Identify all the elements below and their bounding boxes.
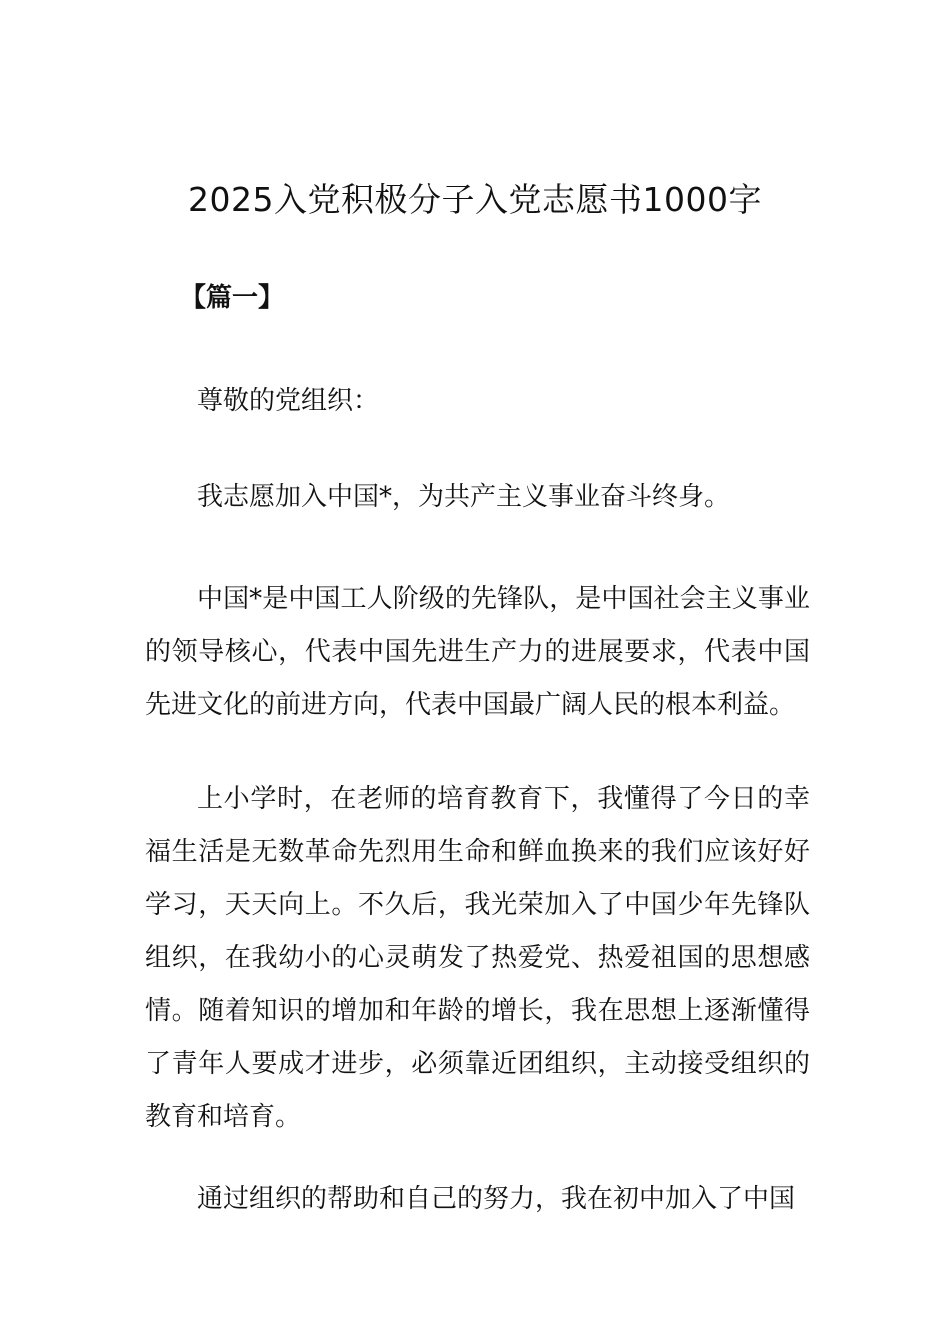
document-title: 2025入党积极分子入党志愿书1000字 xyxy=(188,180,762,219)
section-label: 【篇一】 xyxy=(180,283,285,313)
paragraph-4: 通过组织的帮助和自己的努力，我在初中加入了中国 xyxy=(197,1184,796,1214)
greeting-line: 尊敬的党组织： xyxy=(197,386,380,416)
paragraph-2: 中国*是中国工人阶级的先锋队，是中国社会主义事业的领导核心，代表中国先进生产力的进展要求，代表中国先进文化的前进方向，代表中国最广阔人民的根本利益。 xyxy=(145,584,810,720)
paragraph-3: 上小学时，在老师的培育教育下，我懂得了今日的幸福生活是无数革命先烈用生命和鲜血换来的我们应该好好学习，天天向上。不久后，我光荣加入了中国少年先锋队组织，在我幼小的心灵萌发了热爱党、热爱祖国的思想感情。随着知识的增加和年龄的增长，我在思想上逐渐懂得了青年人要成才进步，必须靠近团组织，主动接受组织的教育和培育。 xyxy=(145,784,810,1132)
paragraph-1: 我志愿加入中国*，为共产主义事业奋斗终身。 xyxy=(197,482,731,512)
